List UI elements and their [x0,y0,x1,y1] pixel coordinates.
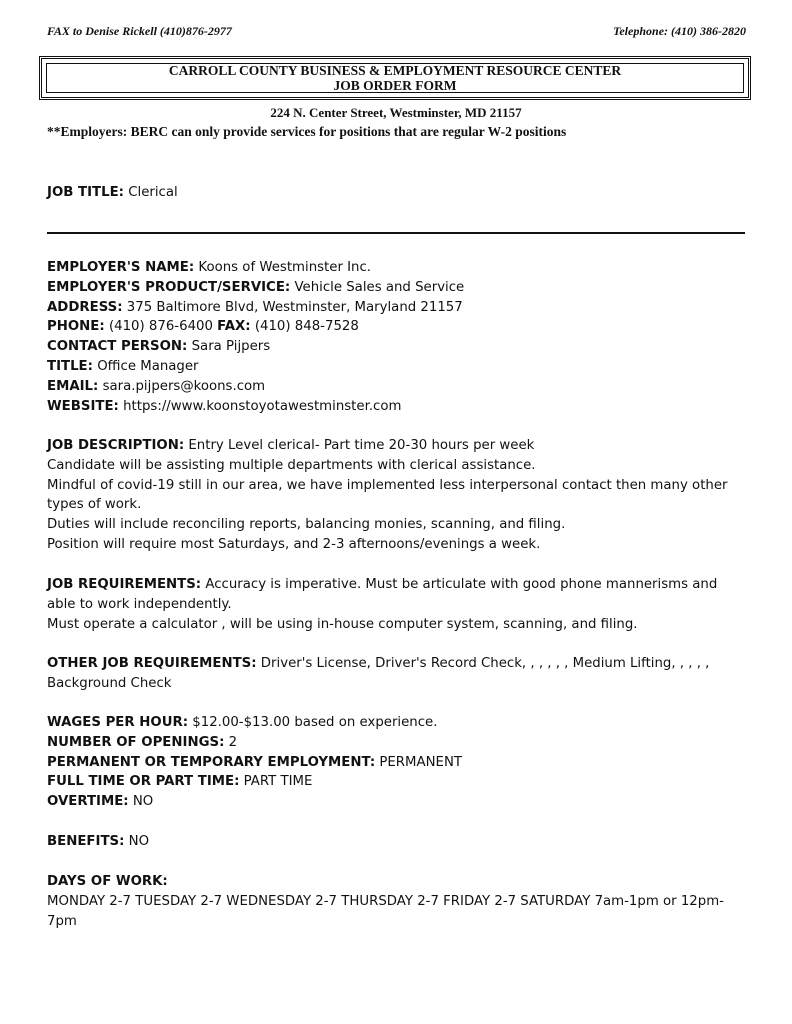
section-divider [47,232,745,234]
schedule-type-value: PART TIME [239,774,313,790]
other-requirements-value: Driver's License, Driver's Record Check, , , , , , Medium Lifting, , , , , Background Check [47,656,710,691]
other-requirements-label: OTHER JOB REQUIREMENTS: [47,656,257,671]
website-value: https://www.koonstoyotawestminster.com [118,398,402,414]
fax-line: FAX to Denise Rickell (410)876-2977 [47,24,232,38]
phone-label: PHONE: [47,319,105,335]
contact-label: CONTACT PERSON: [47,339,188,355]
contact-title-value: Office Manager [92,358,199,374]
email-value: sara.pijpers@koons.com [98,378,266,394]
job-description-line: Entry Level clerical- Part time 20-30 hours per week [184,438,535,453]
employer-name-label: EMPLOYER'S NAME: [47,260,195,275]
wages-label: WAGES PER HOUR: [47,715,189,730]
employer-section [47,258,747,416]
job-description-section [47,436,747,555]
page-title: CARROLL COUNTY BUSINESS & EMPLOYMENT RESOURCE CENTER [168,63,622,78]
employer-product: Vehicle Sales and Service [290,279,465,295]
wages-value: $12.00-$13.00 based on experience. [188,715,438,730]
page-subtitle: JOB ORDER FORM [333,78,457,93]
job-description-line: Mindful of covid-19 still in our area, we have implemented less interpersonal contact then many other types of work. [47,477,728,513]
benefits-label: BENEFITS: [47,834,125,849]
openings-value: 2 [224,734,238,750]
contact-title-label: TITLE: [47,358,93,374]
days-of-work-section [47,872,747,931]
employment-type-label: PERMANENT OR TEMPORARY EMPLOYMENT: [47,754,376,770]
benefits-value: NO [124,834,150,849]
employer-notice: **Employers: BERC can only provide services for positions that are regular W-2 positions [47,124,567,139]
job-requirements-section [47,575,747,634]
days-of-work-label: DAYS OF WORK: [47,874,168,889]
telephone-line: Telephone: (410) 386-2820 [613,24,746,38]
title-box [39,56,751,100]
office-address: 224 N. Center Street, Westminster, MD 21157 [270,105,522,120]
openings-label: NUMBER OF OPENINGS: [47,734,225,750]
job-description-line: Candidate will be assisting multiple departments with clerical assistance. [47,457,536,473]
fax-value: (410) 848-7528 [250,319,359,335]
job-details-section [47,713,747,812]
overtime-value: NO [128,794,154,810]
benefits-section [47,832,747,852]
job-requirements-label: JOB REQUIREMENTS: [47,577,202,592]
address-value: 375 Baltimore Blvd, Westminster, Maryland 21157 [122,299,463,315]
job-description-line: Duties will include reconciling reports, balancing monies, scanning, and filing. [47,517,566,533]
job-description-line: Position will require most Saturdays, and 2-3 afternoons/evenings a week. [47,536,541,552]
job-requirements-line: Accuracy is imperative. Must be articulate with good phone mannerisms and able to work independently. [47,577,718,612]
job-title-value: Clerical [123,185,178,200]
other-requirements-section [47,654,747,694]
website-label: WEBSITE: [47,398,119,414]
overtime-label: OVERTIME: [47,794,129,810]
contact-value: Sara Pijpers [187,339,271,355]
phone-value: (410) 876-6400 [104,319,218,335]
job-description-label: JOB DESCRIPTION: [47,438,185,453]
employer-product-label: EMPLOYER'S PRODUCT/SERVICE: [47,279,291,295]
job-title-field [47,183,747,203]
employment-type-value: PERMANENT [375,754,463,770]
address-label: ADDRESS: [47,299,123,315]
days-of-work-value: MONDAY 2-7 TUESDAY 2-7 WEDNESDAY 2-7 THURSDAY 2-7 FRIDAY 2-7 SATURDAY 7am-1pm or 12pm-7pm [47,893,724,929]
employer-name: Koons of Westminster Inc. [194,260,372,275]
job-requirements-line: Must operate a calculator , will be using in-house computer system, scanning, and filing. [47,616,638,632]
job-title-label: JOB TITLE: [47,185,124,200]
schedule-type-label: FULL TIME OR PART TIME: [47,774,240,790]
fax-label: FAX: [217,319,251,335]
email-label: EMAIL: [47,378,99,394]
